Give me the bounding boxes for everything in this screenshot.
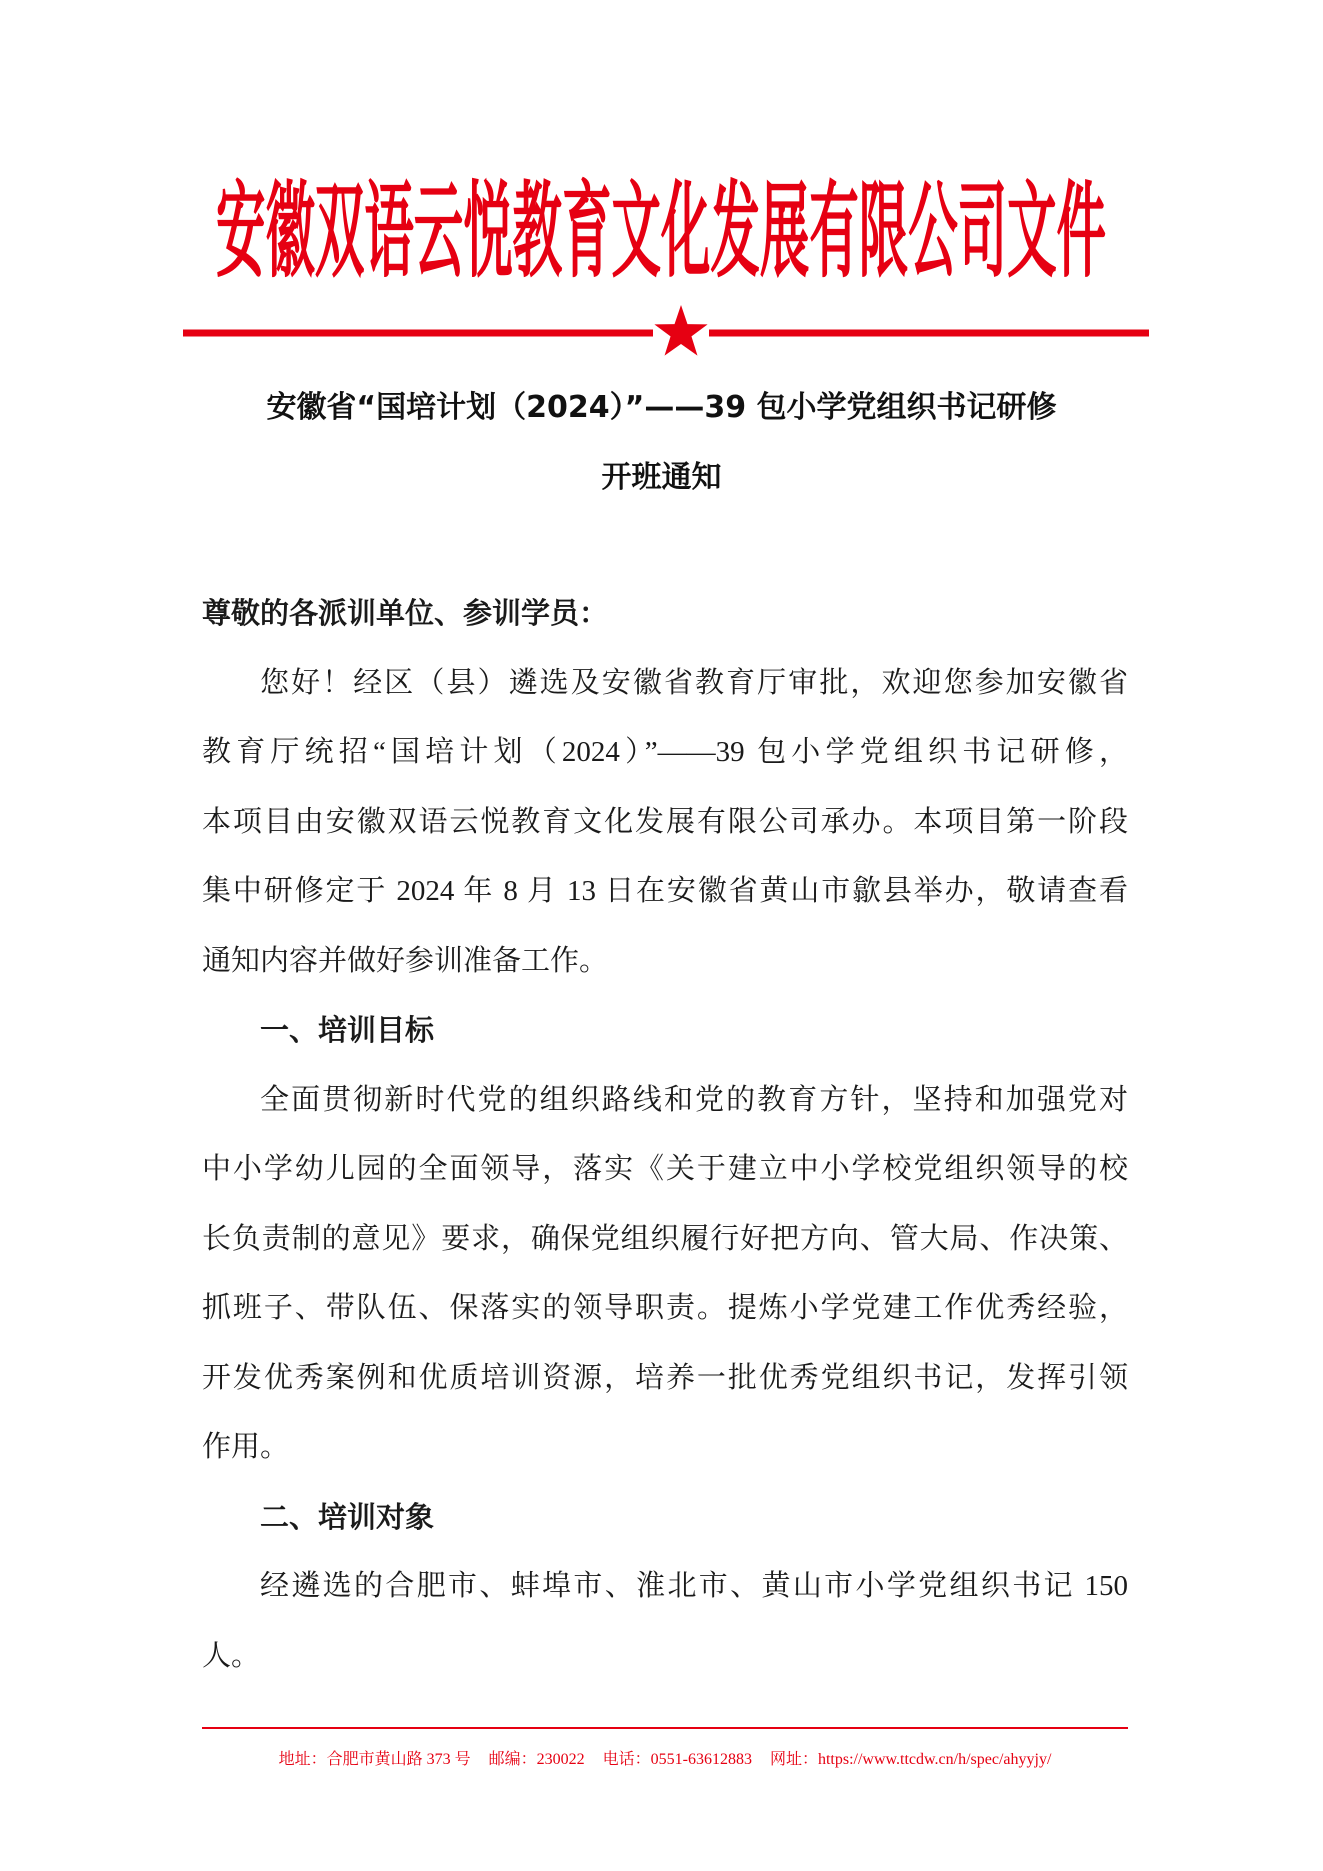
divider-line-left — [183, 330, 653, 337]
section-heading-participants: 二、培训对象 — [260, 1499, 435, 1534]
document-title — [0, 373, 1323, 513]
section-line: 经遴选的合肥市、蚌埠市、淮北市、黄山市小学党组织书记 150 — [260, 1570, 1128, 1602]
org-header — [216, 176, 1106, 286]
intro-line: 教育厅统招“国培计划（2024）”——39 包小学党组织书记研修， — [202, 736, 1128, 768]
footer-contact — [202, 1747, 1128, 1773]
intro-line: 本项目由安徽双语云悦教育文化发展有限公司承办。本项目第一阶段 — [202, 805, 1128, 838]
section-line: 中小学幼儿园的全面领导，落实《关于建立中小学校党组织领导的校 — [202, 1153, 1128, 1185]
section-line: 人。 — [202, 1639, 261, 1672]
divider-line-right — [709, 330, 1149, 337]
document-title-line1: 安徽省“国培计划（2024）”——39 包小学党组织书记研修 — [266, 390, 1057, 425]
section-line: 开发优秀案例和优质培训资源，培养一批优秀党组织书记，发挥引领 — [202, 1361, 1128, 1394]
section-line: 长负责制的意见》要求，确保党组织履行好把方向、管大局、作决策、 — [202, 1222, 1128, 1255]
org-title: 安徽双语云悦教育文化发展有限公司文件 — [216, 176, 1106, 286]
document-body — [202, 579, 1128, 1691]
footer-website[interactable]: 网址：https://www.ttcdw.cn/h/spec/ahyyjy/ — [769, 1751, 1052, 1768]
footer-divider — [202, 1727, 1128, 1729]
footer-postcode: 邮编：230022 — [488, 1751, 585, 1768]
header-divider — [0, 303, 1323, 363]
section-line: 作用。 — [202, 1431, 290, 1463]
document-title-line2: 开班通知 — [601, 460, 722, 495]
section-line: 抓班子、带队伍、保落实的领导职责。提炼小学党建工作优秀经验， — [202, 1292, 1128, 1324]
star-icon — [654, 305, 707, 356]
intro-line: 通知内容并做好参训准备工作。 — [202, 944, 609, 977]
salutation: 尊敬的各派训单位、参训学员： — [202, 596, 609, 630]
footer-address: 地址：合肥市黄山路 373 号 — [278, 1751, 471, 1768]
intro-line: 您好！经区（县）遴选及安徽省教育厅审批，欢迎您参加安徽省 — [260, 666, 1128, 699]
section-line: 全面贯彻新时代党的组织路线和党的教育方针，坚持和加强党对 — [260, 1083, 1128, 1116]
intro-line: 集中研修定于 2024 年 8 月 13 日在安徽省黄山市歙县举办，敬请查看 — [202, 875, 1128, 907]
footer-phone: 电话：0551-63612883 — [602, 1751, 752, 1768]
section-heading-goals: 一、培训目标 — [260, 1013, 435, 1047]
